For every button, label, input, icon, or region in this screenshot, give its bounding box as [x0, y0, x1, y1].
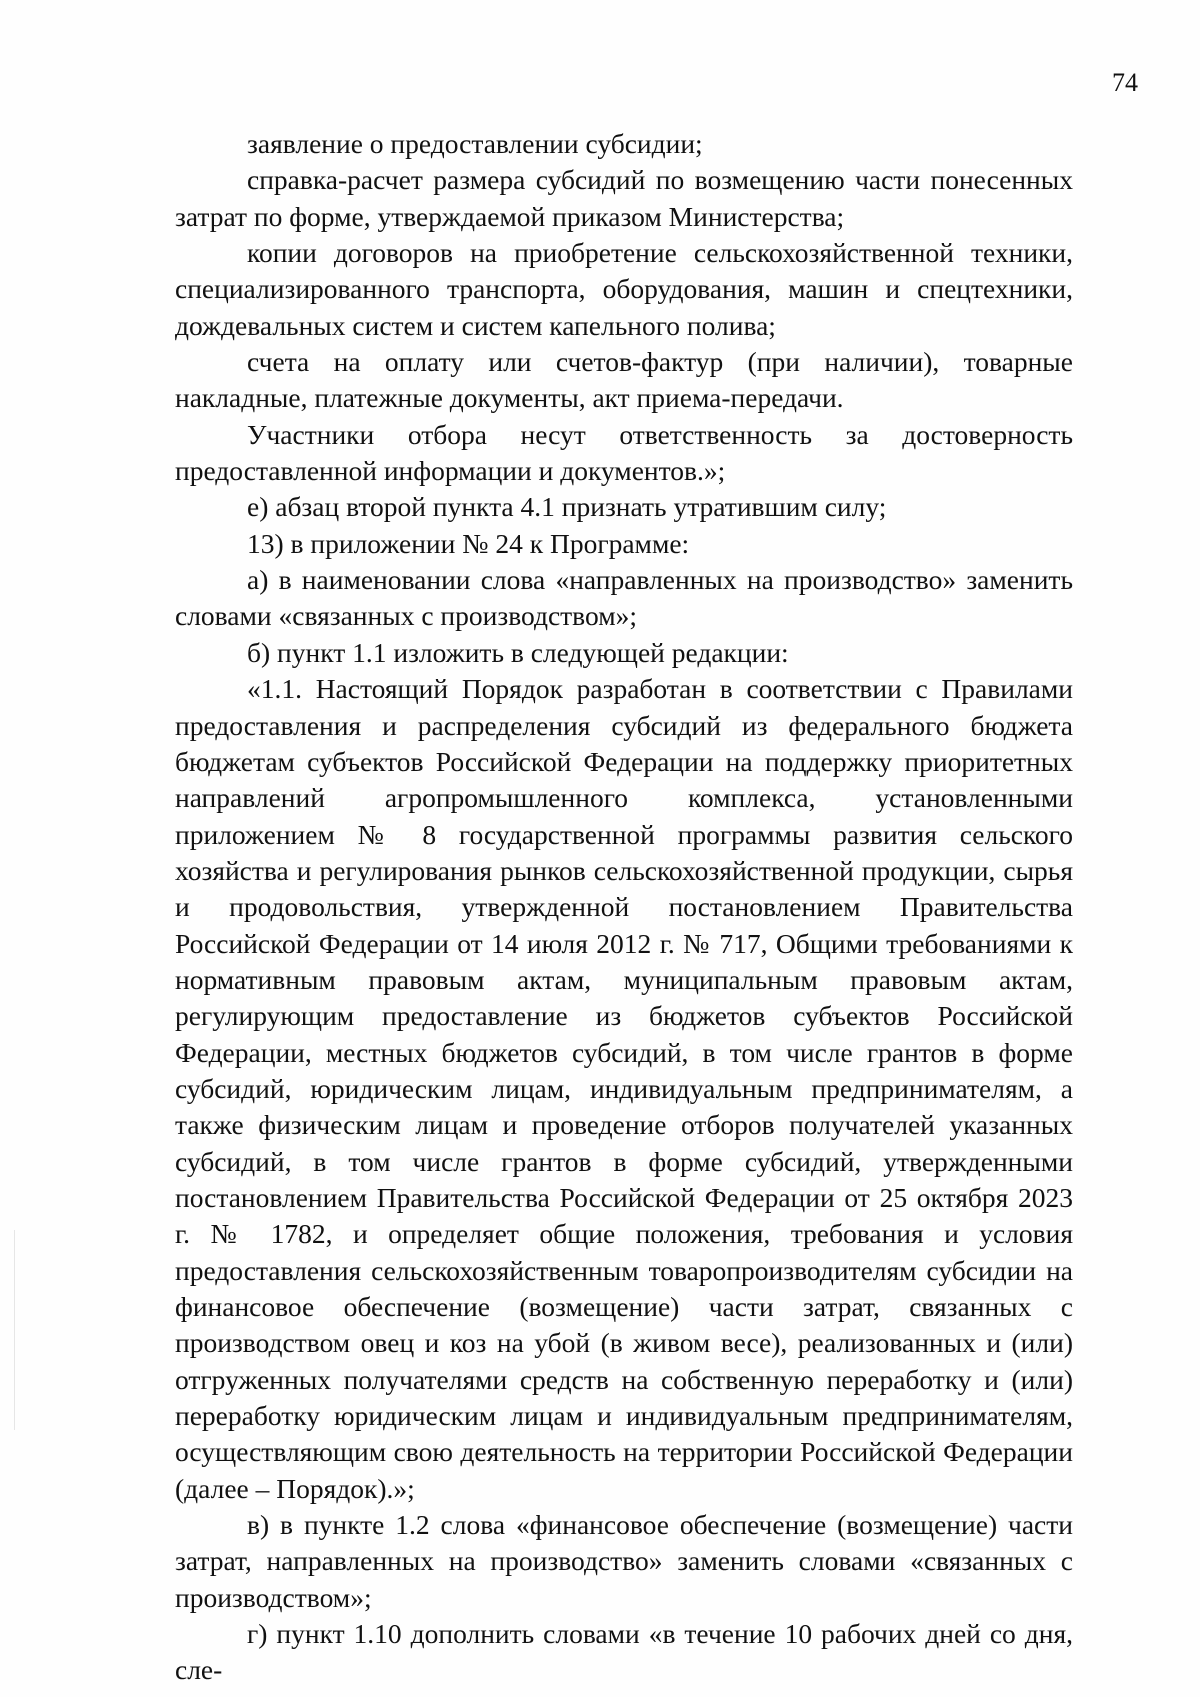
paragraph-item-g: г) пункт 1.10 дополнить словами «в течение 10 рабочих дней со дня, сле-: [175, 1618, 1073, 1686]
paragraph-item-13: 13) в приложении № 24 к Программе:: [247, 527, 690, 559]
paragraph-invoices: счета на оплату или счетов-фактур (при наличии), товарные накладные, платежные документы, акт приема-передачи.: [175, 346, 1073, 414]
paragraph-item-v: в) в пункте 1.2 слова «финансовое обеспечение (возмещение) части затрат, направленных на производство» заменить словами «связанных с производством»;: [175, 1509, 1073, 1613]
page-number: 74: [1112, 68, 1138, 97]
paragraph-participants-responsibility: Участники отбора несут ответственность за достоверность предоставленной информации и документов.»;: [175, 418, 1073, 487]
paragraph-item-a: а) в наименовании слова «направленных на производство» заменить словами «связанных с производством»;: [175, 564, 1073, 632]
paragraph-clause-1-1: «1.1. Настоящий Порядок разработан в соответствии с Правилами предоставления и распределения субсидий из федерального бюджета бюджетам субъектов Российской Федерации на поддержку приоритетных направлений агропромышленного комплекса, установленными приложением № 8 государственной программы развития сельского хозяйства и регулирования рынков сельскохозяйственной продукции, сырья и продовольствия, утвержденной постановлением Правительства Российской Федерации от 14 июля 2012 г. № 717, Общими требованиями к нормативным правовым актам, муниципальным правовым актам, регулирующим предоставление из бюджетов субъектов Российской Федерации, местных бюджетов субсидий, в том числе грантов в форме субсидий, юридическим лицам, индивидуальным предпринимателям, а также физическим лицам и проведение отборов получателей указанных субсидий, в том числе грантов в форме субсидий, утвержденными постановлением Правительства Российской Федерации от 25 октября 2023 г. № 1782, и определяет общие положения, требования и условия предоставления сельскохозяйственным товаропроизводителям субсидии на финансовое обеспечение (возмещение) части затрат, связанных с производством овец и коз на убой (в живом весе), реализованных и (или) отгруженных получателями средств на собственную переработку и (или) переработку юридическим лицам и индивидуальным предпринимателям, осуществляющим свою деятельность на территории Российской Федерации (далее – Порядок).»;: [175, 673, 1073, 1504]
paragraph-calculation-certificate: справка-расчет размера субсидий по возмещению части понесенных затрат по форме, утверждаемой приказом Министерства;: [175, 164, 1073, 232]
paragraph-application: заявление о предоставлении субсидии;: [247, 128, 703, 159]
scan-margin-artifact: [14, 1230, 15, 1430]
paragraph-item-b: б) пункт 1.1 изложить в следующей редакции:: [247, 636, 789, 668]
paragraph-item-e: е) абзац второй пункта 4.1 признать утратившим силу;: [247, 491, 887, 523]
paragraph-contract-copies: копии договоров на приобретение сельскохозяйственной техники, специализированного транспорта, оборудования, машин и спецтехники, дождевальных систем и систем капельного полива;: [175, 237, 1073, 341]
document-body: [175, 126, 1073, 1689]
